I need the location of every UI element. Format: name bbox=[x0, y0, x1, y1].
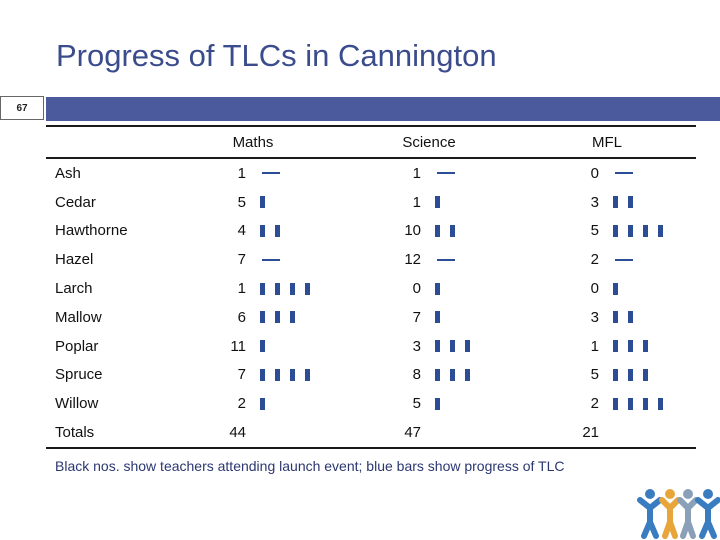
progress-bar bbox=[275, 225, 280, 237]
table-row bbox=[46, 217, 696, 246]
slide-number: 67 bbox=[0, 96, 44, 120]
progress-bar bbox=[658, 398, 663, 410]
progress-bar bbox=[628, 311, 633, 323]
table-row bbox=[46, 303, 696, 332]
mfl-progress bbox=[613, 389, 683, 418]
maths-teacher-count: 7 bbox=[237, 251, 246, 269]
footnote: Black nos. show teachers attending launch event; blue bars show progress of TLC bbox=[55, 458, 565, 474]
people-logo bbox=[636, 482, 720, 540]
progress-bar bbox=[290, 311, 295, 323]
science-progress bbox=[435, 303, 505, 332]
maths-progress bbox=[260, 159, 330, 188]
mfl-teacher-count: 5 bbox=[590, 366, 599, 384]
mfl-progress bbox=[613, 361, 683, 390]
progress-bar bbox=[450, 225, 455, 237]
maths-progress bbox=[260, 188, 330, 217]
progress-bar bbox=[435, 283, 440, 295]
science-progress bbox=[435, 332, 505, 361]
school-name: Mallow bbox=[55, 308, 102, 326]
science-teacher-count: 12 bbox=[404, 251, 421, 269]
progress-bar bbox=[628, 369, 633, 381]
mfl-progress bbox=[613, 159, 683, 188]
maths-teacher-count: 1 bbox=[237, 280, 246, 298]
school-name: Willow bbox=[55, 395, 99, 413]
mfl-progress bbox=[613, 332, 683, 361]
no-progress-dash bbox=[437, 172, 455, 174]
science-teacher-count: 3 bbox=[412, 337, 421, 355]
progress-bar bbox=[643, 369, 648, 381]
school-name: Ash bbox=[55, 164, 81, 182]
school-name: Poplar bbox=[55, 337, 99, 355]
column-header-mfl: MFL bbox=[592, 133, 622, 151]
progress-bar bbox=[305, 283, 310, 295]
science-teacher-count: 0 bbox=[412, 280, 421, 298]
progress-bar bbox=[613, 340, 618, 352]
progress-bar bbox=[275, 311, 280, 323]
maths-progress bbox=[260, 245, 330, 274]
maths-teacher-count: 7 bbox=[237, 366, 246, 384]
progress-bar bbox=[628, 340, 633, 352]
science-progress bbox=[435, 361, 505, 390]
maths-teacher-count: 5 bbox=[237, 193, 246, 211]
progress-bar bbox=[275, 369, 280, 381]
maths-progress bbox=[260, 332, 330, 361]
school-name: Spruce bbox=[55, 366, 103, 384]
mfl-teacher-count: 1 bbox=[590, 337, 599, 355]
progress-bar bbox=[290, 283, 295, 295]
progress-bar bbox=[643, 398, 648, 410]
progress-bar bbox=[465, 340, 470, 352]
no-progress-dash bbox=[262, 172, 280, 174]
person-figure-3 bbox=[680, 489, 696, 536]
science-progress bbox=[435, 389, 505, 418]
maths-teacher-count: 6 bbox=[237, 308, 246, 326]
progress-bar bbox=[260, 311, 265, 323]
mfl-teacher-count: 2 bbox=[590, 395, 599, 413]
person-figure-4 bbox=[698, 489, 718, 536]
mfl-teacher-count: 0 bbox=[590, 164, 599, 182]
maths-teacher-count: 4 bbox=[237, 222, 246, 240]
column-header-maths: Maths bbox=[232, 133, 274, 151]
science-teacher-count: 8 bbox=[412, 366, 421, 384]
school-name: Cedar bbox=[55, 193, 96, 211]
maths-teacher-count: 1 bbox=[237, 164, 246, 182]
column-header-science: Science bbox=[402, 133, 456, 151]
science-teacher-count: 10 bbox=[404, 222, 421, 240]
totals-row bbox=[46, 418, 696, 447]
table-row bbox=[46, 332, 696, 361]
progress-bar bbox=[658, 225, 663, 237]
school-name: Hawthorne bbox=[55, 222, 128, 240]
mfl-teacher-count: 2 bbox=[590, 251, 599, 269]
mfl-progress bbox=[613, 245, 683, 274]
progress-bar bbox=[260, 196, 265, 208]
science-teacher-count: 5 bbox=[412, 395, 421, 413]
progress-bar bbox=[260, 340, 265, 352]
mfl-teacher-count: 3 bbox=[590, 308, 599, 326]
header-band bbox=[46, 97, 720, 121]
progress-bar bbox=[275, 283, 280, 295]
no-progress-dash bbox=[262, 259, 280, 261]
progress-bar bbox=[435, 225, 440, 237]
progress-bar bbox=[643, 225, 648, 237]
mfl-progress bbox=[613, 303, 683, 332]
science-teacher-count: 1 bbox=[412, 193, 421, 211]
no-progress-dash bbox=[437, 259, 455, 261]
science-progress bbox=[435, 217, 505, 246]
table-row bbox=[46, 245, 696, 274]
progress-bar bbox=[260, 398, 265, 410]
person-figure-2 bbox=[662, 489, 678, 536]
science-teacher-count: 1 bbox=[412, 164, 421, 182]
totals-mfl: 21 bbox=[582, 424, 599, 442]
progress-bar bbox=[613, 283, 618, 295]
table-row bbox=[46, 188, 696, 217]
no-progress-dash bbox=[615, 259, 633, 261]
progress-bar bbox=[260, 369, 265, 381]
progress-bar bbox=[613, 225, 618, 237]
progress-bar bbox=[260, 283, 265, 295]
mfl-progress bbox=[613, 217, 683, 246]
progress-table bbox=[46, 125, 696, 449]
progress-bar bbox=[450, 340, 455, 352]
totals-science: 47 bbox=[404, 424, 421, 442]
table-row bbox=[46, 389, 696, 418]
progress-bar bbox=[613, 398, 618, 410]
progress-bar bbox=[435, 311, 440, 323]
science-progress bbox=[435, 188, 505, 217]
maths-progress bbox=[260, 389, 330, 418]
progress-bar bbox=[613, 196, 618, 208]
progress-bar bbox=[628, 225, 633, 237]
no-progress-dash bbox=[615, 172, 633, 174]
progress-bar bbox=[305, 369, 310, 381]
school-name: Hazel bbox=[55, 251, 94, 269]
mfl-teacher-count: 3 bbox=[590, 193, 599, 211]
slide-title: Progress of TLCs in Cannington bbox=[56, 38, 497, 73]
progress-bar bbox=[643, 340, 648, 352]
progress-bar bbox=[628, 398, 633, 410]
table-row bbox=[46, 361, 696, 390]
table-row bbox=[46, 159, 696, 188]
mfl-teacher-count: 0 bbox=[590, 280, 599, 298]
maths-progress bbox=[260, 274, 330, 303]
table-header-row bbox=[46, 127, 696, 159]
progress-bar bbox=[435, 398, 440, 410]
progress-bar bbox=[613, 311, 618, 323]
progress-bar bbox=[435, 340, 440, 352]
maths-progress bbox=[260, 303, 330, 332]
mfl-progress bbox=[613, 274, 683, 303]
science-progress bbox=[435, 274, 505, 303]
progress-bar bbox=[465, 369, 470, 381]
progress-bar bbox=[290, 369, 295, 381]
progress-bar bbox=[450, 369, 455, 381]
totals-maths: 44 bbox=[229, 424, 246, 442]
maths-teacher-count: 11 bbox=[230, 337, 246, 355]
progress-bar bbox=[628, 196, 633, 208]
maths-progress bbox=[260, 217, 330, 246]
progress-bar bbox=[260, 225, 265, 237]
mfl-teacher-count: 5 bbox=[590, 222, 599, 240]
science-progress bbox=[435, 159, 505, 188]
table-row bbox=[46, 274, 696, 303]
maths-teacher-count: 2 bbox=[237, 395, 246, 413]
science-progress bbox=[435, 245, 505, 274]
school-name: Larch bbox=[55, 280, 93, 298]
progress-bar bbox=[435, 196, 440, 208]
mfl-progress bbox=[613, 188, 683, 217]
person-figure-1 bbox=[640, 489, 660, 536]
progress-bar bbox=[435, 369, 440, 381]
totals-label: Totals bbox=[55, 424, 95, 442]
maths-progress bbox=[260, 361, 330, 390]
progress-bar bbox=[613, 369, 618, 381]
science-teacher-count: 7 bbox=[412, 308, 421, 326]
